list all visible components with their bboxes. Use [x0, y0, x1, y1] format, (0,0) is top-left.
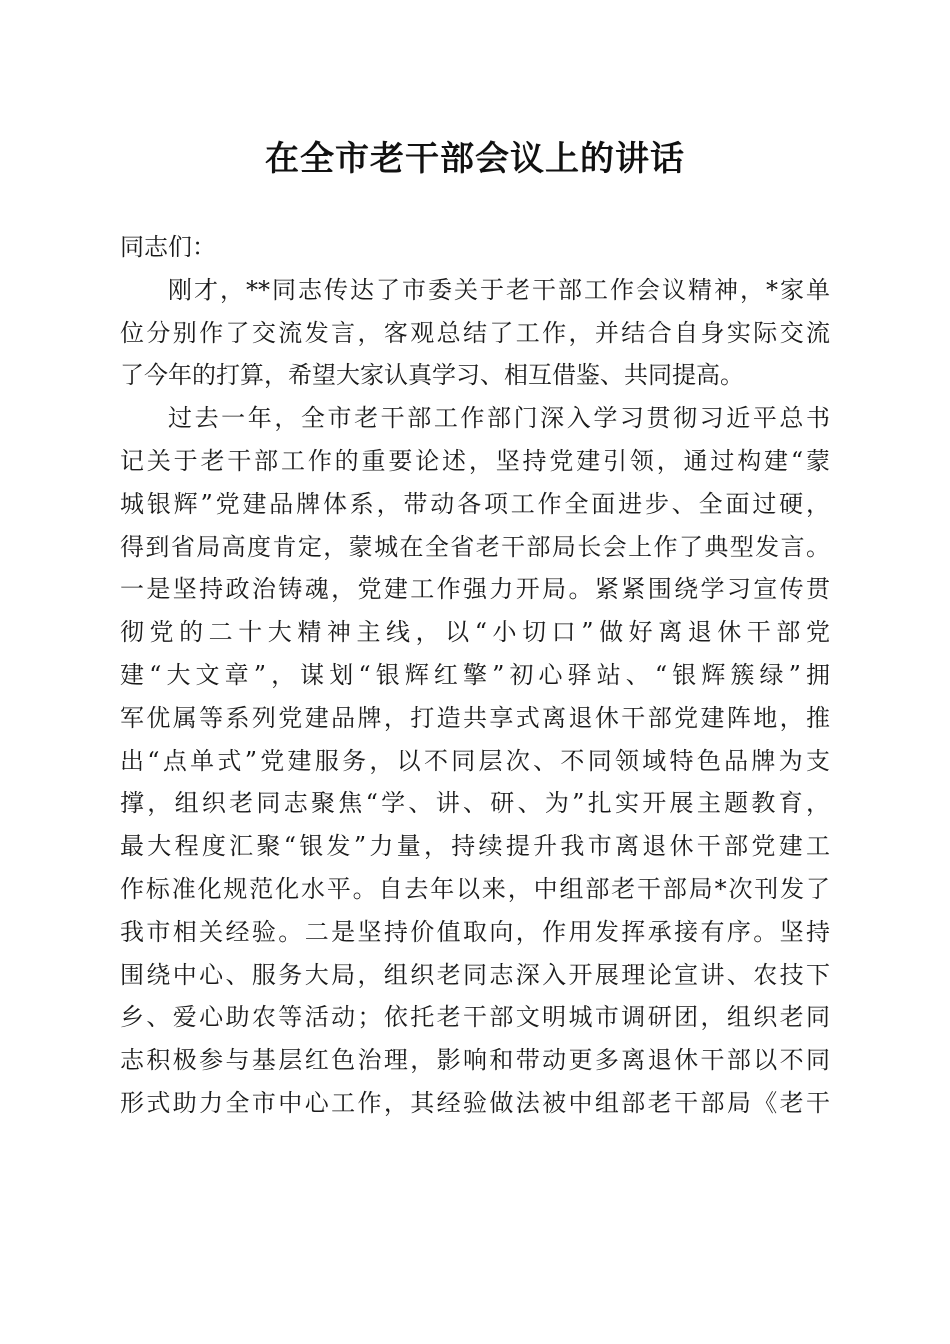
body-line: 最大程度汇聚“银发”力量，持续提升我市离退休干部党建工 — [120, 832, 830, 861]
body-line: 作标准化规范化水平。自去年以来，中组部老干部局*次刊发了 — [120, 874, 830, 903]
body-line: 位分别作了交流发言，客观总结了工作，并结合自身实际交流 — [120, 318, 830, 347]
body-line: 形式助力全市中心工作，其经验做法被中组部老干部局《老干 — [120, 1088, 830, 1117]
body-line: 军优属等系列党建品牌，打造共享式离退休干部党建阵地，推 — [120, 703, 830, 732]
body-line: 同志们： — [120, 233, 216, 261]
body-line: 一是坚持政治铸魂，党建工作强力开局。紧紧围绕学习宣传贯 — [120, 575, 830, 604]
body-line: 得到省局高度肯定，蒙城在全省老干部局长会上作了典型发言。 — [120, 532, 830, 561]
body-line: 乡、爱心助农等活动；依托老干部文明城市调研团，组织老同 — [120, 1003, 830, 1032]
body-line: 刚才，**同志传达了市委关于老干部工作会议精神，*家单 — [168, 275, 830, 304]
body-line: 出“点单式”党建服务，以不同层次、不同领域特色品牌为支 — [120, 746, 830, 775]
body-line: 了今年的打算，希望大家认真学习、相互借鉴、共同提高。 — [120, 361, 744, 390]
body-line: 城银辉”党建品牌体系，带动各项工作全面进步、全面过硬， — [120, 489, 830, 518]
body-line: 过去一年，全市老干部工作部门深入学习贯彻习近平总书 — [168, 404, 830, 433]
document-body — [120, 226, 830, 1125]
body-line: 记关于老干部工作的重要论述，坚持党建引领，通过构建“蒙 — [120, 446, 830, 475]
body-line: 围绕中心、服务大局，组织老同志深入开展理论宣讲、农技下 — [120, 960, 830, 989]
body-line: 彻党的二十大精神主线，以“小切口”做好离退休干部党 — [120, 618, 830, 647]
body-line: 建“大文章”，谋划“银辉红擎”初心驿站、“银辉簇绿”拥 — [120, 660, 830, 689]
body-line: 撑，组织老同志聚焦“学、讲、研、为”扎实开展主题教育， — [120, 789, 830, 818]
body-line: 志积极参与基层红色治理，影响和带动更多离退休干部以不同 — [120, 1046, 830, 1075]
document-title: 在全市老干部会议上的讲话 — [265, 139, 685, 179]
body-line: 我市相关经验。二是坚持价值取向，作用发挥承接有序。坚持 — [120, 917, 830, 946]
